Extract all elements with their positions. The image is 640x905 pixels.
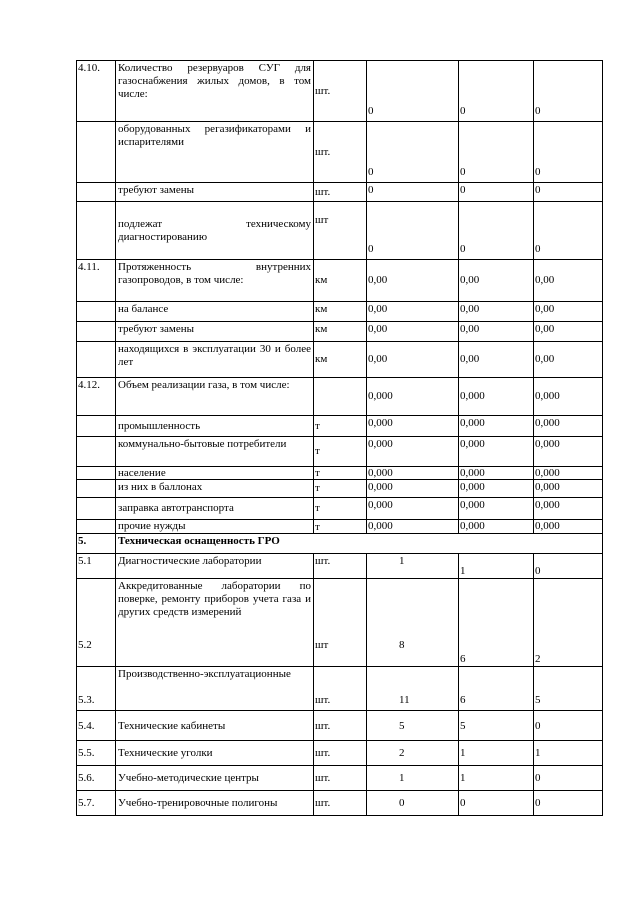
table-row [77,322,603,342]
table-row [77,437,603,467]
value-col-1: 0,000 [367,520,459,534]
row-number [77,122,116,183]
row-name: Количество резервуаров СУГ для газоснабжения жилых домов, в том числе: [116,61,314,122]
row-name: находящихся в эксплуатации 30 и более лет [116,342,314,378]
row-number: 5.7. [77,791,116,816]
table-row [77,416,603,437]
value-col-1: 0,000 [367,378,459,416]
value-col-1: 5 [367,711,459,741]
row-name: Производственно-эксплуатационные [116,667,314,711]
row-name: требуют замены [116,322,314,342]
value-col-3: 0,000 [534,437,603,467]
value-col-1: 1 [367,766,459,791]
row-unit: т [314,498,367,520]
row-number [77,342,116,378]
row-number [77,520,116,534]
value-col-3: 0,00 [534,342,603,378]
value-col-1: 0,000 [367,416,459,437]
value-col-1: 0 [367,791,459,816]
value-col-1: 0,00 [367,260,459,302]
row-number: 4.10. [77,61,116,122]
table-row [77,667,603,711]
table-row [77,498,603,520]
row-name: Протяженность внутренних газопроводов, в том числе: [116,260,314,302]
value-col-2: 0 [459,791,534,816]
value-col-2: 0,00 [459,302,534,322]
table-row [77,480,603,498]
value-col-1: 11 [367,667,459,711]
table-row [77,741,603,766]
value-col-2: 0,00 [459,260,534,302]
value-col-2: 0,000 [459,416,534,437]
value-col-3: 0,000 [534,378,603,416]
row-name: Аккредитованные лаборатории по поверке, ремонту приборов учета газа и других средств измерений [116,579,314,667]
row-name: Учебно-методические центры [116,766,314,791]
row-unit [314,378,367,416]
value-col-1: 0,000 [367,480,459,498]
value-col-1: 0 [367,61,459,122]
row-unit: шт. [314,554,367,579]
value-col-2: 0,00 [459,342,534,378]
value-col-1: 0 [367,183,459,202]
row-number: 5.3. [77,667,116,711]
row-unit: шт [314,202,367,260]
row-name: подлежат техническому диагностированию [116,202,314,260]
row-name: оборудованных регазификаторами и испарителями [116,122,314,183]
table-row [77,791,603,816]
row-name: Объем реализации газа, в том числе: [116,378,314,416]
row-unit: км [314,260,367,302]
value-col-2: 0 [459,122,534,183]
row-number: 5.1 [77,554,116,579]
value-col-3: 0,000 [534,467,603,480]
row-unit: км [314,302,367,322]
row-number: 5.2 [77,579,116,667]
value-col-1: 0,000 [367,467,459,480]
table-row [77,467,603,480]
row-unit: т [314,467,367,480]
row-number [77,437,116,467]
value-col-2: 0,00 [459,322,534,342]
row-unit: шт. [314,183,367,202]
row-unit: т [314,416,367,437]
row-unit: шт [314,579,367,667]
value-col-1: 0,000 [367,437,459,467]
row-name: Диагностические лаборатории [116,554,314,579]
row-name: заправка автотранспорта [116,498,314,520]
row-name: из них в баллонах [116,480,314,498]
value-col-2: 1 [459,766,534,791]
value-col-1: 0,00 [367,302,459,322]
table-row [77,711,603,741]
value-col-1: 8 [367,579,459,667]
section-header-row [77,534,603,554]
value-col-3: 5 [534,667,603,711]
value-col-3: 0 [534,791,603,816]
table-row [77,554,603,579]
value-col-1: 0,00 [367,322,459,342]
value-col-3: 2 [534,579,603,667]
row-number [77,322,116,342]
value-col-2: 5 [459,711,534,741]
table-row [77,520,603,534]
row-number [77,498,116,520]
row-unit: шт. [314,711,367,741]
gas-distribution-table [76,60,603,816]
row-name: требуют замены [116,183,314,202]
value-col-2: 0 [459,183,534,202]
value-col-3: 0,00 [534,322,603,342]
row-unit: т [314,520,367,534]
value-col-2: 0,000 [459,480,534,498]
row-unit: шт. [314,122,367,183]
row-number [77,202,116,260]
value-col-3: 0,000 [534,498,603,520]
value-col-2: 0,000 [459,437,534,467]
row-name: коммунально-бытовые потребители [116,437,314,467]
value-col-3: 0 [534,202,603,260]
value-col-2: 0 [459,202,534,260]
value-col-1: 1 [367,554,459,579]
value-col-3: 0 [534,766,603,791]
table-row [77,202,603,260]
value-col-1: 0,000 [367,498,459,520]
row-name: промышленность [116,416,314,437]
row-unit: т [314,480,367,498]
value-col-3: 0 [534,122,603,183]
row-number [77,183,116,202]
value-col-1: 0 [367,202,459,260]
row-name: прочие нужды [116,520,314,534]
row-unit: т [314,437,367,467]
row-name: Технические уголки [116,741,314,766]
value-col-1: 2 [367,741,459,766]
value-col-3: 0 [534,554,603,579]
table-row [77,766,603,791]
row-unit: шт. [314,741,367,766]
value-col-3: 0 [534,711,603,741]
row-number: 5.4. [77,711,116,741]
row-name: Учебно-тренировочные полигоны [116,791,314,816]
row-unit: шт. [314,667,367,711]
value-col-1: 0 [367,122,459,183]
row-unit: км [314,322,367,342]
value-col-2: 0 [459,61,534,122]
row-number: 4.11. [77,260,116,302]
table-row [77,122,603,183]
row-number: 4.12. [77,378,116,416]
row-unit: шт. [314,61,367,122]
table-row [77,342,603,378]
value-col-2: 1 [459,554,534,579]
value-col-2: 0,000 [459,520,534,534]
section-number: 5. [77,534,116,554]
value-col-3: 0,00 [534,302,603,322]
table-row [77,579,603,667]
table-row [77,61,603,122]
row-number: 5.6. [77,766,116,791]
value-col-3: 0,000 [534,416,603,437]
row-number [77,467,116,480]
row-number [77,302,116,322]
value-col-2: 6 [459,579,534,667]
value-col-2: 1 [459,741,534,766]
row-number [77,480,116,498]
row-name: на балансе [116,302,314,322]
value-col-2: 0,000 [459,378,534,416]
value-col-3: 1 [534,741,603,766]
row-name: население [116,467,314,480]
row-unit: км [314,342,367,378]
table-row [77,378,603,416]
section-title: Техническая оснащенность ГРО [116,534,603,554]
value-col-3: 0 [534,61,603,122]
row-unit: шт. [314,766,367,791]
value-col-2: 0,000 [459,498,534,520]
value-col-1: 0,00 [367,342,459,378]
value-col-3: 0,000 [534,520,603,534]
table-row [77,302,603,322]
value-col-2: 6 [459,667,534,711]
value-col-2: 0,000 [459,467,534,480]
row-name: Технические кабинеты [116,711,314,741]
table-row [77,260,603,302]
value-col-3: 0,00 [534,260,603,302]
value-col-3: 0 [534,183,603,202]
row-number: 5.5. [77,741,116,766]
value-col-3: 0,000 [534,480,603,498]
table-row [77,183,603,202]
row-number [77,416,116,437]
row-unit: шт. [314,791,367,816]
